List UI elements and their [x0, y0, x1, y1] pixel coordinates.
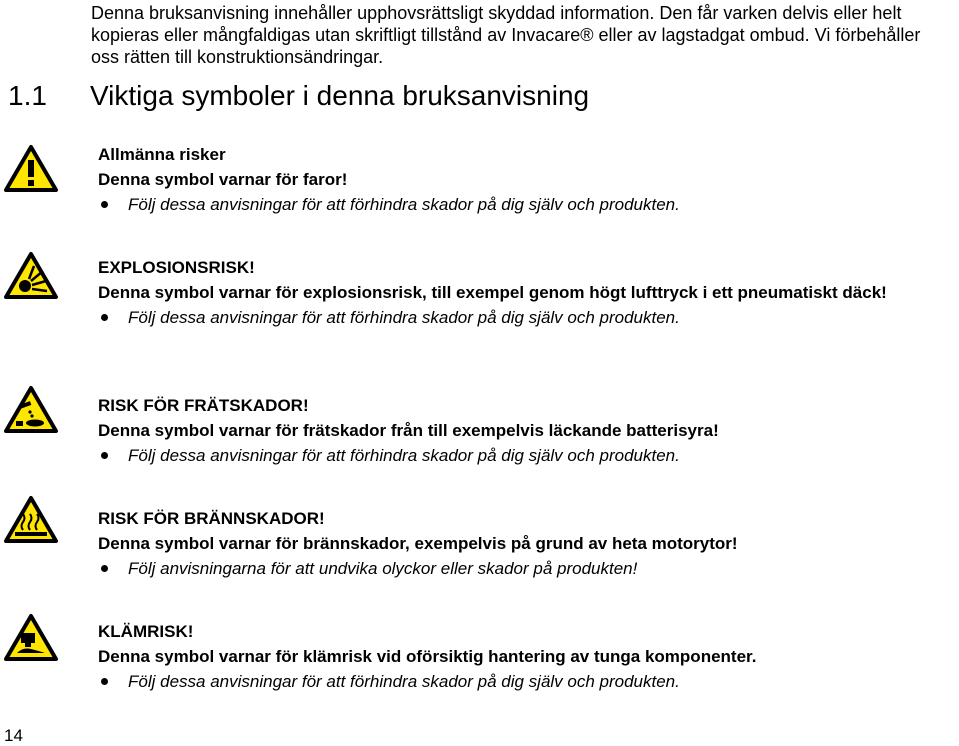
- bullet-dot: [101, 565, 108, 572]
- corrosive-warning-icon: [3, 385, 59, 435]
- hot-surface-warning-icon: [3, 495, 59, 545]
- symbol-description: Denna symbol varnar för faror!: [98, 170, 348, 189]
- instruction-bullet: [98, 192, 898, 217]
- symbol-title: RISK FÖR BRÄNNSKADOR!: [98, 509, 325, 528]
- explosion-warning-icon: [3, 251, 59, 301]
- instruction-bullet: [98, 443, 898, 468]
- general-warning-icon: [3, 144, 59, 194]
- symbol-title: Allmänna risker: [98, 145, 226, 164]
- bullet-text: Följ dessa anvisningar för att förhindra skador på dig själv och produkten.: [128, 195, 680, 214]
- bullet-text: Följ anvisningarna för att undvika olyckor eller skador på produkten!: [128, 559, 638, 578]
- symbol-description: Denna symbol varnar för brännskador, exempelvis på grund av heta motorytor!: [98, 534, 738, 553]
- section-heading: [8, 78, 589, 114]
- symbol-description: Denna symbol varnar för frätskador från till exempelvis läckande batterisyra!: [98, 421, 719, 440]
- symbol-title: EXPLOSIONSRISK!: [98, 258, 255, 277]
- crush-hazard-warning-icon: [3, 613, 59, 663]
- bullet-dot: [101, 678, 108, 685]
- page-number: 14: [4, 726, 23, 745]
- bullet-dot: [101, 201, 108, 208]
- symbol-title: RISK FÖR FRÄTSKADOR!: [98, 396, 309, 415]
- instruction-bullet: [98, 305, 898, 330]
- bullet-text: Följ dessa anvisningar för att förhindra skador på dig själv och produkten.: [128, 446, 680, 465]
- symbol-title: KLÄMRISK!: [98, 622, 194, 641]
- symbol-description: Denna symbol varnar för klämrisk vid oförsiktig hantering av tunga komponenter.: [98, 647, 757, 666]
- section-title: Viktiga symboler i denna bruksanvisning: [90, 80, 590, 111]
- instruction-bullet: [98, 669, 898, 694]
- bullet-text: Följ dessa anvisningar för att förhindra skador på dig själv och produkten.: [128, 308, 680, 327]
- instruction-bullet: [98, 556, 898, 581]
- bullet-text: Följ dessa anvisningar för att förhindra skador på dig själv och produkten.: [128, 672, 680, 691]
- symbol-description: Denna symbol varnar för explosionsrisk, till exempel genom högt lufttryck i ett pneumatiskt däck!: [98, 283, 887, 302]
- bullet-dot: [101, 314, 108, 321]
- section-number: 1.1: [8, 80, 47, 111]
- intro-paragraph: Denna bruksanvisning innehåller upphovsrättsligt skyddad information. Den får varken delvis eller helt kopieras eller mångfaldigas utan skriftligt tillstånd av Invacare® eller av lagstadgat ombud. Vi förbehåller oss rätten till konstruktionsändringar.: [91, 3, 921, 67]
- bullet-dot: [101, 452, 108, 459]
